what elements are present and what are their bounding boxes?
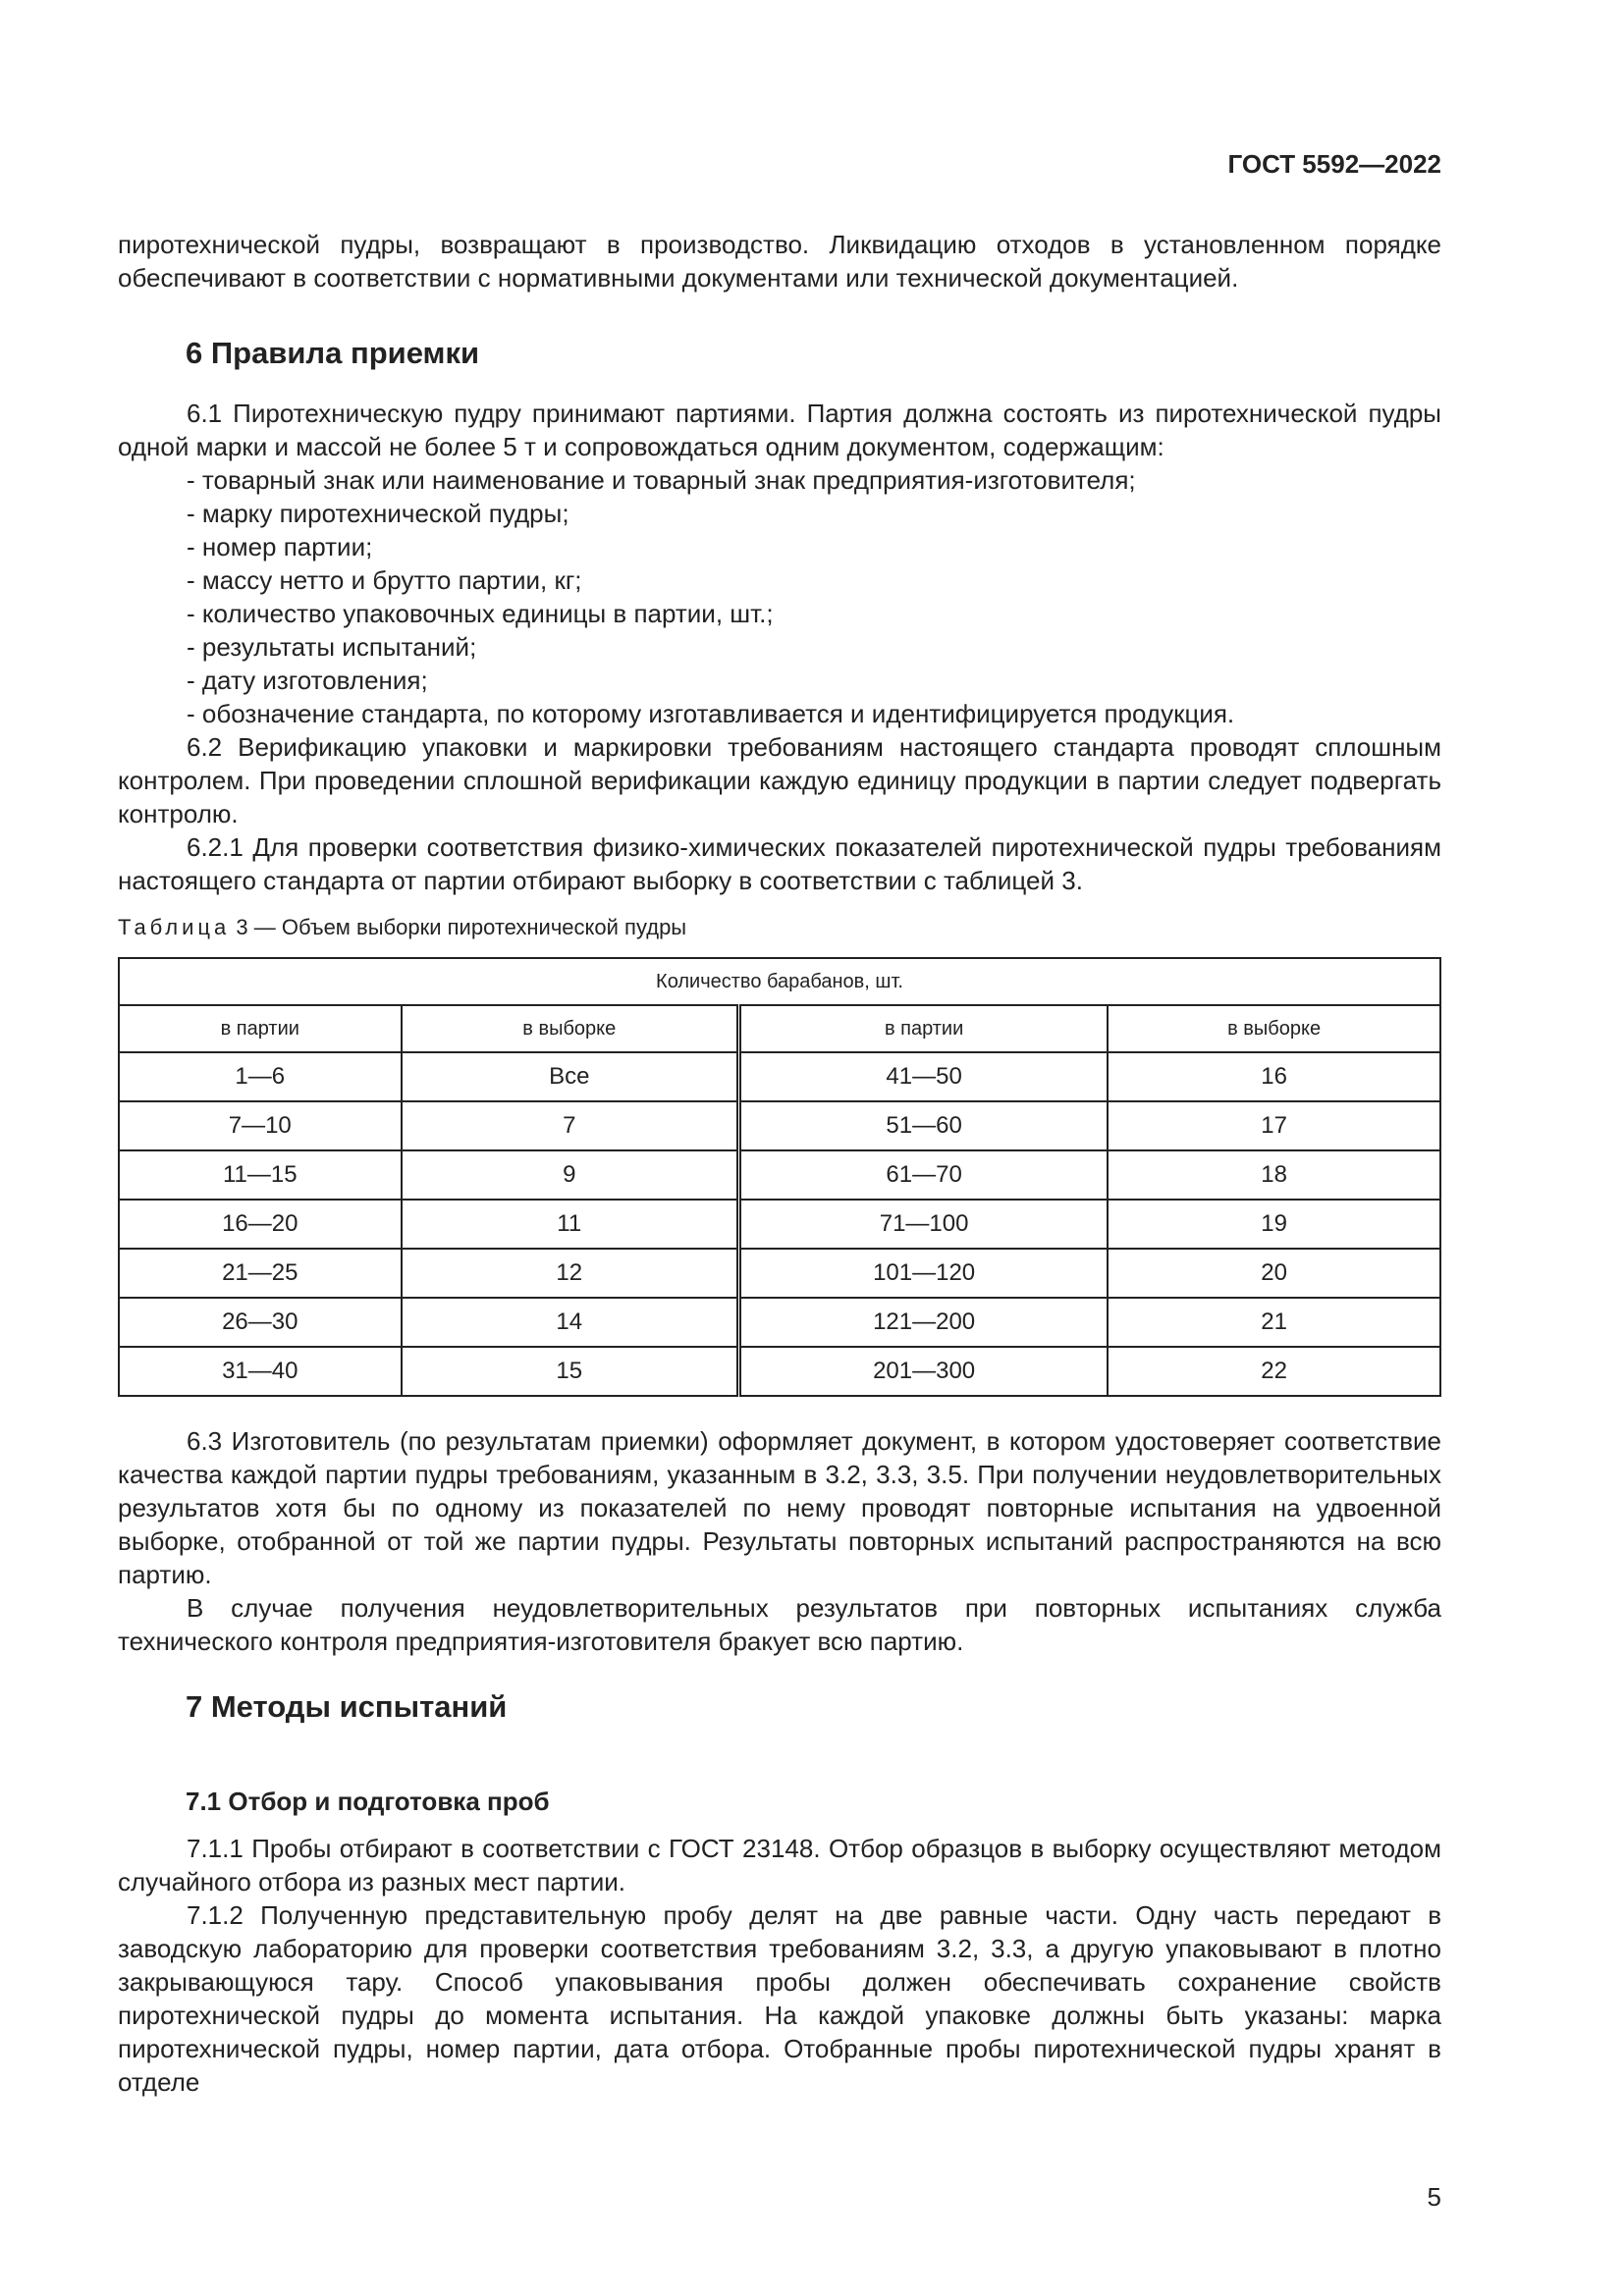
section-7-body — [118, 1832, 1441, 2099]
table-cell: 14 — [402, 1298, 739, 1347]
list-item: - марку пиротехнической пудры; — [187, 499, 569, 528]
list-item: - количество упаковочных единицы в партии, шт.; — [187, 599, 774, 628]
column-header: в выборке — [402, 1005, 739, 1052]
table-cell: 9 — [402, 1150, 739, 1200]
paragraph-6-2: 6.2 Верификацию упаковки и маркировки требованиям настоящего стандарта проводят сплошным контролем. При проведении сплошной верификации каждую единицу продукции в партии следует подвергать контролю. — [118, 732, 1441, 828]
list-item: - результаты испытаний; — [187, 632, 477, 662]
paragraph-7-1-1: 7.1.1 Пробы отбирают в соответствии с ГОСТ 23148. Отбор образцов в выборку осуществляют методом случайного отбора из разных мест партии. — [118, 1834, 1441, 1896]
table-row — [119, 1200, 1440, 1249]
table-cell: 21—25 — [119, 1249, 402, 1298]
table-cell: 201—300 — [738, 1347, 1108, 1396]
page-number: 5 — [1427, 2182, 1441, 2212]
paragraph-6-2-1: 6.2.1 Для проверки соответствия физико-химических показателей пиротехнической пудры требованиям настоящего стандарта от партии отбирают выборку в соответствии с таблицей 3. — [118, 832, 1441, 895]
standard-header: ГОСТ 5592—2022 — [1227, 149, 1441, 179]
requirements-list — [118, 463, 1441, 730]
table-cell: 19 — [1108, 1200, 1440, 1249]
table-group-header-row — [119, 958, 1440, 1005]
paragraph-6-1: 6.1 Пиротехническую пудру принимают партиями. Партия должна состоять из пиротехнической пудры одной марки и массой не более 5 т и сопровождаться одним документом, содержащим: — [118, 399, 1441, 461]
table-group-header: Количество барабанов, шт. — [119, 958, 1440, 1005]
table-cell: 11—15 — [119, 1150, 402, 1200]
table-cell: Все — [402, 1052, 739, 1101]
section-6-body — [118, 397, 1441, 897]
table-cell: 121—200 — [738, 1298, 1108, 1347]
list-item: - товарный знак или наименование и товарный знак предприятия-изготовителя; — [187, 465, 1136, 495]
table-cell: 41—50 — [738, 1052, 1108, 1101]
table-cell: 71—100 — [738, 1200, 1108, 1249]
table-cell: 7 — [402, 1101, 739, 1150]
list-item: - массу нетто и брутто партии, кг; — [187, 565, 582, 595]
table-cell: 61—70 — [738, 1150, 1108, 1200]
table-row — [119, 1052, 1440, 1101]
table-caption — [118, 915, 686, 940]
table-cell: 15 — [402, 1347, 739, 1396]
column-header: в выборке — [1108, 1005, 1440, 1052]
table-caption-title: 3 — Объем выборки пиротехнической пудры — [230, 915, 687, 939]
list-item: - номер партии; — [187, 532, 373, 561]
subsection-7-1-title: 7.1 Отбор и подготовка проб — [186, 1787, 550, 1816]
list-item: - дату изготовления; — [187, 666, 428, 695]
list-item: - обозначение стандарта, по которому изготавливается и идентифицируется продукция. — [187, 699, 1235, 728]
table-row — [119, 1150, 1440, 1200]
table-row — [119, 1101, 1440, 1150]
table-row — [119, 1298, 1440, 1347]
intro-paragraph — [118, 228, 1441, 294]
table-cell: 16—20 — [119, 1200, 402, 1249]
table-row — [119, 1347, 1440, 1396]
column-header: в партии — [738, 1005, 1108, 1052]
table-cell: 101—120 — [738, 1249, 1108, 1298]
section-6-3-body — [118, 1424, 1441, 1658]
table-cell: 1—6 — [119, 1052, 402, 1101]
table-cell: 31—40 — [119, 1347, 402, 1396]
paragraph-6-3-continued: В случае получения неудовлетворительных результатов при повторных испытаниях служба технического контроля предприятия-изготовителя бракует всю партию. — [118, 1593, 1441, 1656]
table-cell: 16 — [1108, 1052, 1440, 1101]
sample-size-table — [118, 957, 1441, 1397]
paragraph-6-3: 6.3 Изготовитель (по результатам приемки) оформляет документ, в котором удостоверяет соответствие качества каждой партии пудры требованиям, указанным в 3.2, 3.3, 3.5. При получении неудовлетворительных результатов хотя бы по одному из показателей по нему проводят повторные испытания на удвоенной выборке, отобранной от той же партии пудры. Результаты повторных испытаний распространяются на всю партию. — [118, 1426, 1441, 1589]
table-cell: 20 — [1108, 1249, 1440, 1298]
table-cell: 11 — [402, 1200, 739, 1249]
intro-text: пиротехнической пудры, возвращают в производство. Ликвидацию отходов в установленном порядке обеспечивают в соответствии с нормативными документами или технической документацией. — [118, 230, 1441, 293]
table-cell: 51—60 — [738, 1101, 1108, 1150]
column-header: в партии — [119, 1005, 402, 1052]
table-header-row — [119, 1005, 1440, 1052]
table-cell: 17 — [1108, 1101, 1440, 1150]
paragraph-7-1-2: 7.1.2 Полученную представительную пробу делят на две равные части. Одну часть передают в заводскую лабораторию для проверки соответствия требованиям 3.2, 3.3, а другую упаковывают в плотно закрывающуюся тару. Способ упаковывания пробы должен обеспечивать сохранение свойств пиротехнической пудры до момента испытания. На каждой упаковке должны быть указаны: марка пиротехнической пудры, номер партии, дата отбора. Отобранные пробы пиротехнической пудры хранят в отделе — [118, 1900, 1441, 2097]
table-cell: 22 — [1108, 1347, 1440, 1396]
section-6-title: 6 Правила приемки — [186, 336, 480, 370]
table-cell: 7—10 — [119, 1101, 402, 1150]
table-cell: 26—30 — [119, 1298, 402, 1347]
table-cell: 12 — [402, 1249, 739, 1298]
table-row — [119, 1249, 1440, 1298]
table-caption-prefix: Таблица — [118, 915, 231, 939]
table-cell: 18 — [1108, 1150, 1440, 1200]
section-7-title: 7 Методы испытаний — [186, 1689, 508, 1724]
table-cell: 21 — [1108, 1298, 1440, 1347]
